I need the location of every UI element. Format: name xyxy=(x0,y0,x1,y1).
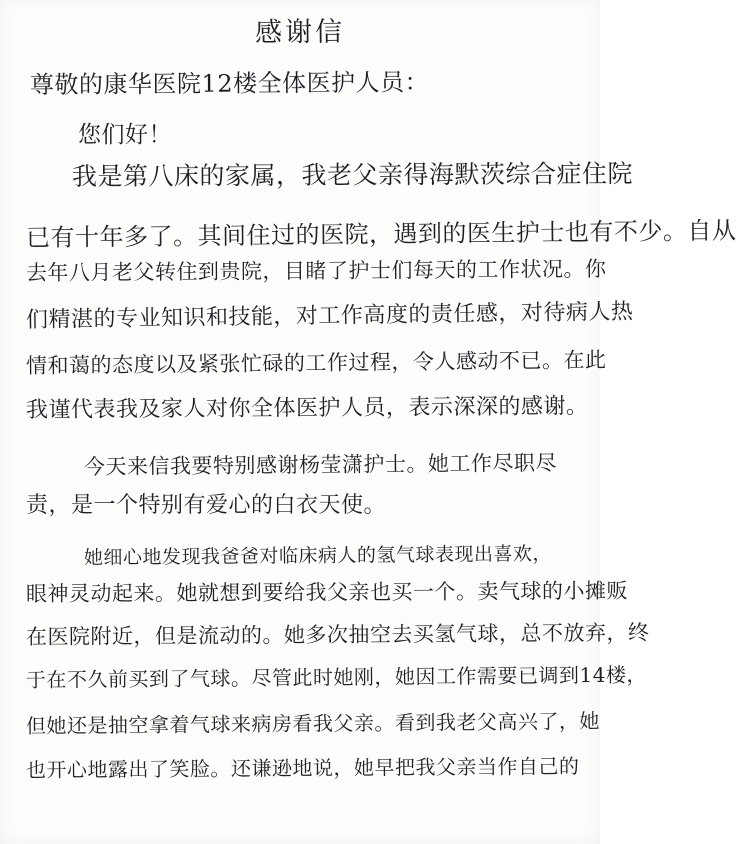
paragraph1-line: 情和蔼的态度以及紧张忙碌的工作过程，令人感动不已。在此 xyxy=(25,347,607,378)
paragraph1-line: 去年八月老父转住到贵院，目睹了护士们每天的工作状况。你 xyxy=(25,256,607,285)
paragraph3-line: 于在不久前买到了气球。尽管此时她刚，她因工作需要已调到14楼， xyxy=(25,662,648,692)
paragraph3-line: 在医院附近，但是流动的。她多次抽空去买氢气球，总不放弃，终 xyxy=(25,620,650,649)
paragraph3-line: 眼神灵动起来。她就想到要给我父亲也买一个。卖气球的小摊贩 xyxy=(25,578,629,606)
paragraph1-line: 们精湛的专业知识和技能，对工作高度的责任感，对待病人热 xyxy=(25,299,634,333)
paragraph2-line: 今天来信我要特别感谢杨莹潇护士。她工作尽职尽 xyxy=(83,450,558,479)
paragraph3-line: 但她还是抽空拿着气球来病房看我父亲。看到我老父高兴了，她 xyxy=(25,708,601,738)
paragraph3-line: 她细心地发现我爸爸对临床病人的氢气球表现出喜欢， xyxy=(83,542,553,569)
letter-title: 感谢信 xyxy=(254,16,346,49)
paragraph1-line: 已有十年多了。其间住过的医院，遇到的医生护士也有不少。自从 xyxy=(25,216,737,252)
paragraph3-line: 也开心地露出了笑脸。还谦逊地说，她早把我父亲当作自己的 xyxy=(25,754,580,782)
paragraph2-line: 责，是一个特别有爱心的白衣天使。 xyxy=(26,493,387,518)
greeting: 您们好！ xyxy=(78,122,172,148)
salutation: 尊敬的康华医院12楼全体医护人员： xyxy=(29,68,430,99)
paragraph1-line: 我是第八床的家属，我老父亲得海默茨综合症住院 xyxy=(71,159,634,191)
paragraph1-line: 我谨代表我及家人对你全体医护人员，表示深深的感谢。 xyxy=(25,394,589,423)
